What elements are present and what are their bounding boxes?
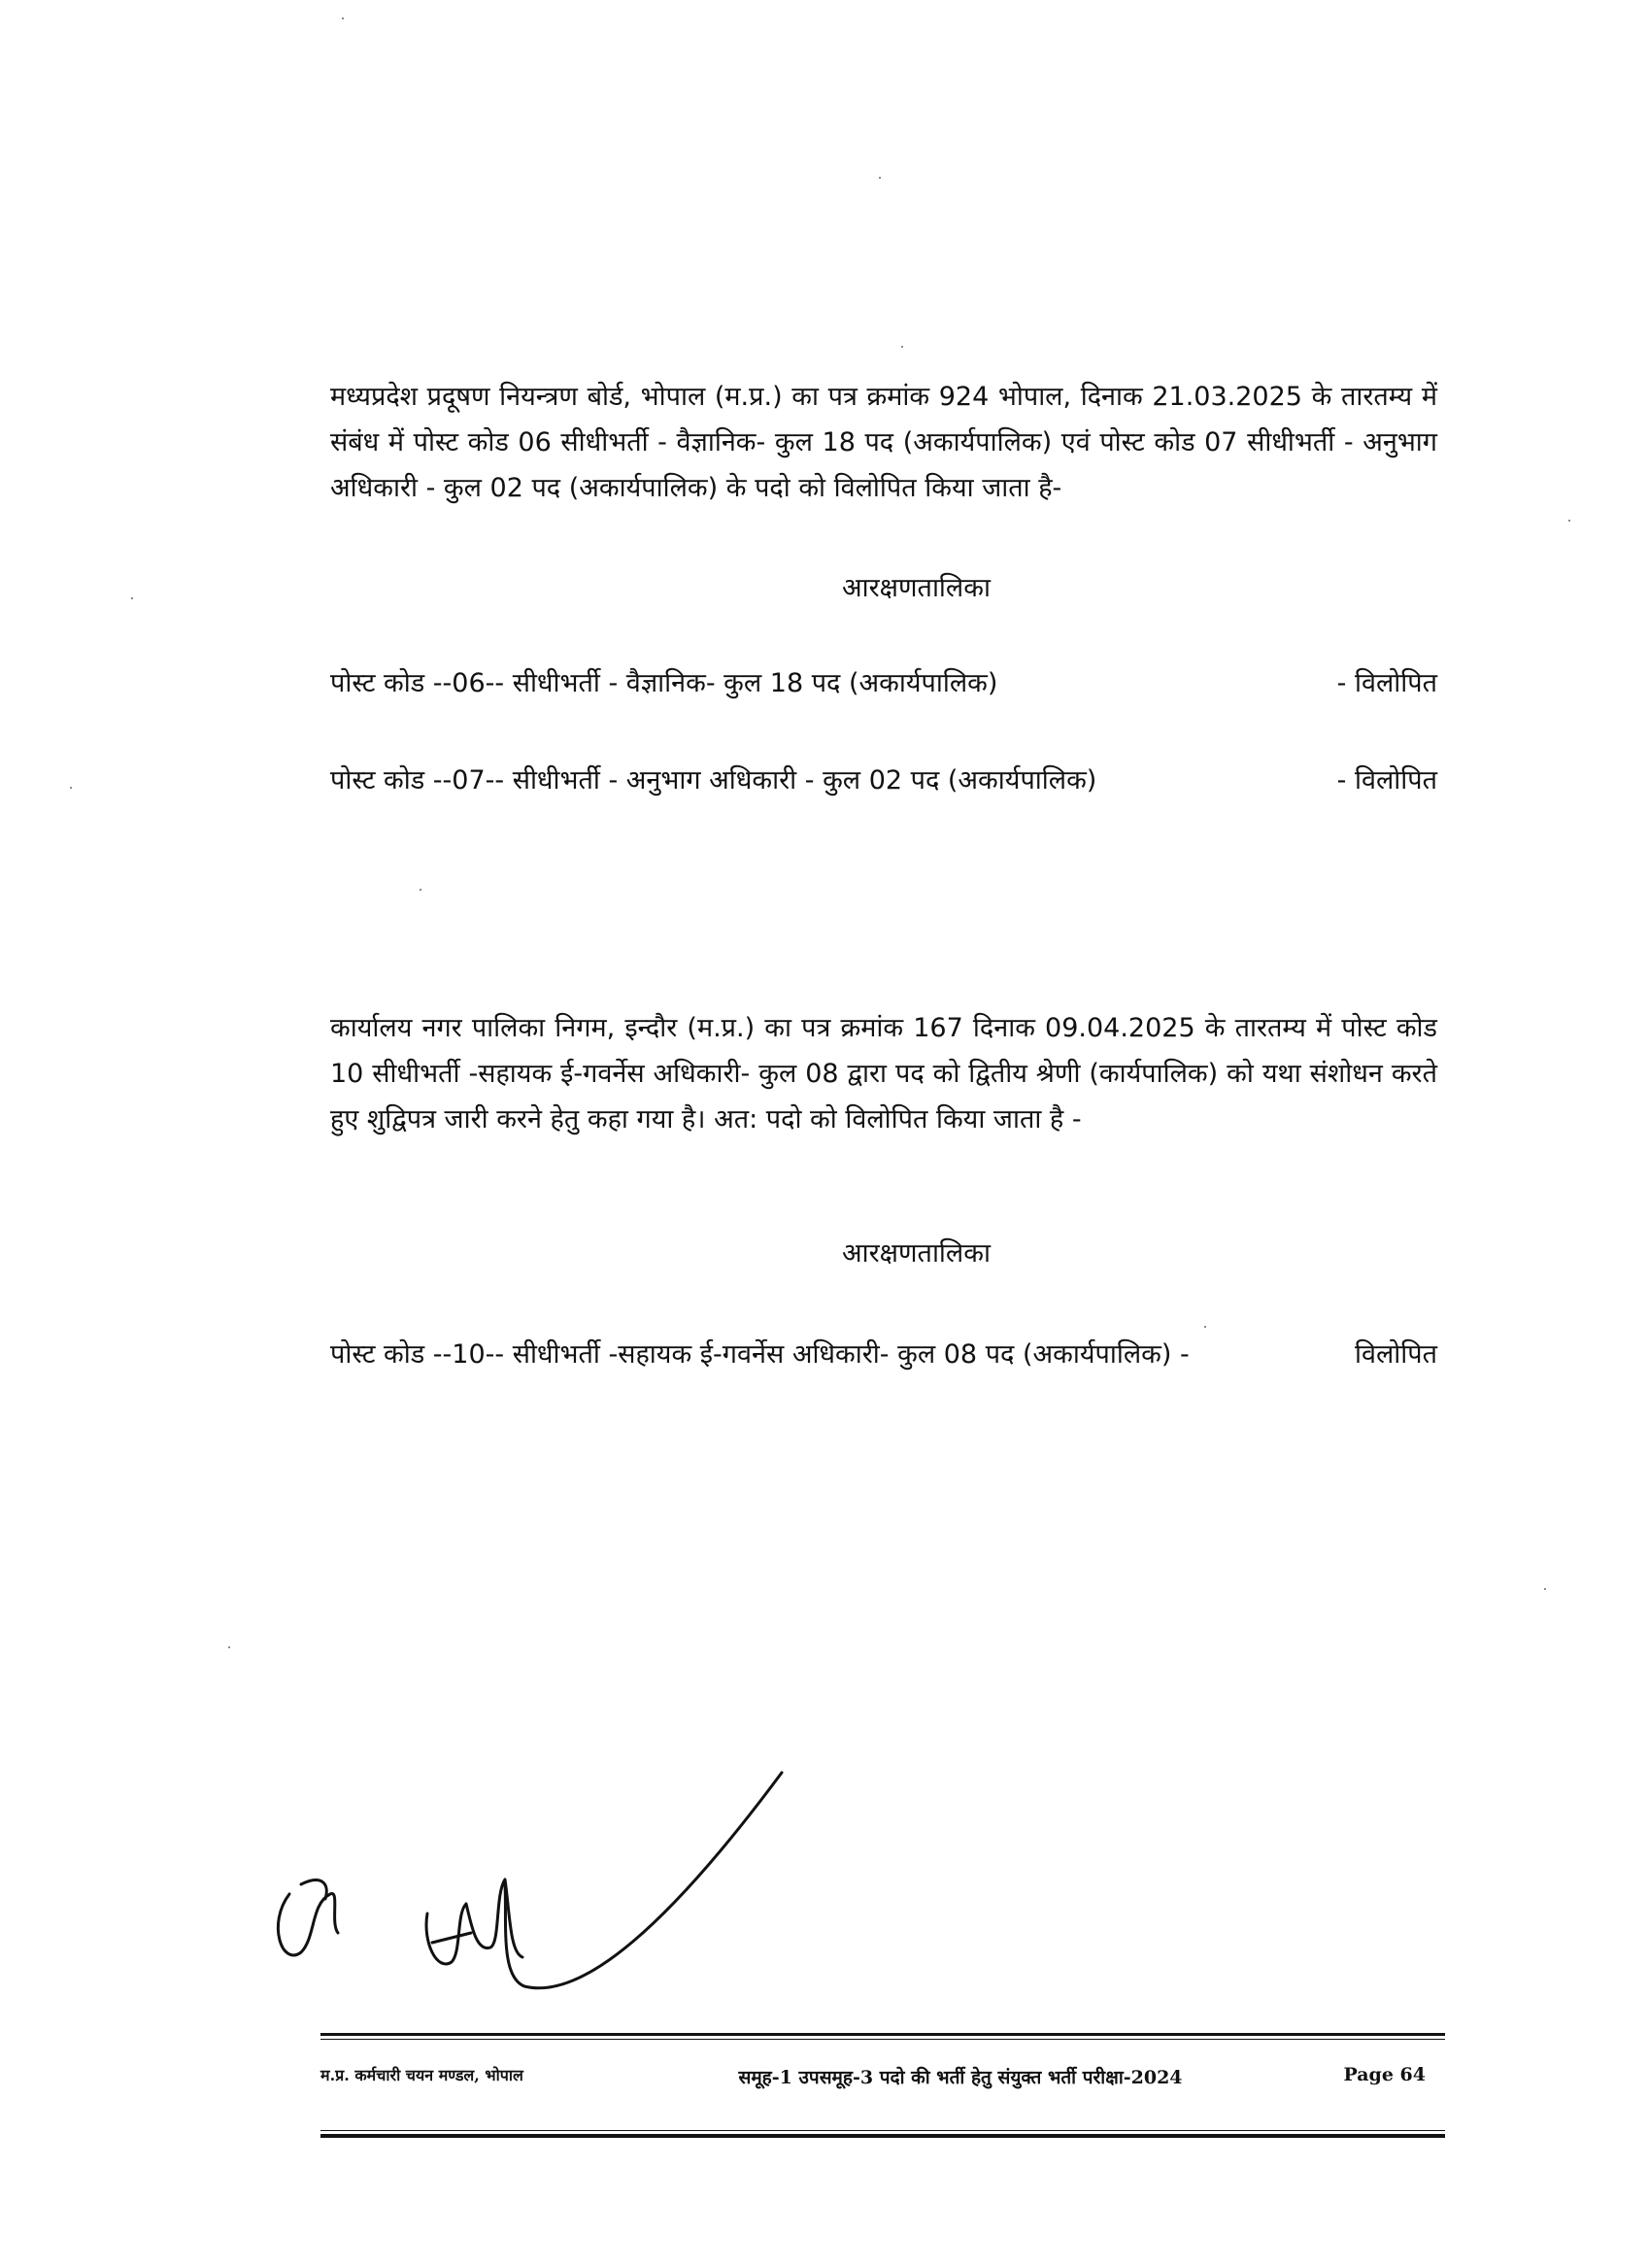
footer-bottom-rule-thick: [320, 2134, 1445, 2138]
section1-row-post-07: [330, 761, 1437, 796]
handwritten-signature: [262, 1768, 806, 2011]
scan-speck: [1568, 520, 1570, 522]
row-status: - विलोपित: [1336, 765, 1437, 795]
page-footer: [320, 2064, 1445, 2089]
section2-paragraph: कार्यालय नगर पालिका निगम, इन्दौर (म.प्र.) का पत्र क्रमांक 167 दिनाक 09.04.2025 के तारतम्य में पोस्ट कोड 10 सीधीभर्ती -सहायक ई-गवर्नेस अधिकारी- कुल 08 द्वारा पद को द्वितीय श्रेणी (कार्यपालिक) को यथा संशोधन करते हुए शुद्विपत्र जारी करने हेतु कहा गया है। अत: पदो को विलोपित किया जाता है -: [330, 1013, 1437, 1134]
row-status: - विलोपित: [1336, 668, 1437, 698]
footer-organization: म.प्र. कर्मचारी चयन मण्डल, भोपाल: [320, 2066, 523, 2084]
section1-row-post-06: [330, 663, 1437, 699]
scan-speck: [70, 787, 72, 789]
scan-speck: [879, 177, 881, 179]
row-status: विलोपित: [1354, 1339, 1437, 1370]
scan-speck: [420, 889, 421, 891]
scan-speck: [901, 346, 903, 348]
footer-exam-title: समूह-1 उपसमूह-3 पदो की भर्ती हेतु संयुक्त भर्ती परीक्षा-2024: [738, 2067, 1183, 2088]
section2-row-post-10: [330, 1335, 1437, 1371]
footer-top-rule-thick: [320, 2033, 1445, 2036]
footer-page-number: Page 64: [1343, 2064, 1426, 2085]
footer-bottom-rule-thin: [320, 2130, 1445, 2131]
scan-speck: [342, 17, 344, 19]
row-text: पोस्ट कोड --10-- सीधीभर्ती -सहायक ई-गवर्नेस अधिकारी- कुल 08 पद (अकार्यपालिक) -: [330, 1339, 1190, 1370]
section1-heading: आरक्षणतालिका: [842, 573, 991, 603]
scan-speck: [228, 1646, 230, 1648]
section2-heading: आरक्षणतालिका: [842, 1238, 991, 1269]
footer-top-rule-thin: [320, 2039, 1445, 2040]
row-text: पोस्ट कोड --06-- सीधीभर्ती - वैज्ञानिक- कुल 18 पद (अकार्यपालिक): [330, 668, 998, 698]
section1-paragraph: मध्यप्रदेश प्रदूषण नियन्त्रण बोर्ड, भोपाल (म.प्र.) का पत्र क्रमांक 924 भोपाल, दिनाक 21.03.2025 के तारतम्य में संबंध में पोस्ट कोड 06 सीधीभर्ती - वैज्ञानिक- कुल 18 पद (अकार्यपालिक) एवं पोस्ट कोड 07 सीधीभर्ती - अनुभाग अधिकारी - कुल 02 पद (अकार्यपालिक) के पदो को विलोपित किया जाता है-: [330, 382, 1437, 503]
scan-speck: [1204, 1326, 1206, 1328]
row-text: पोस्ट कोड --07-- सीधीभर्ती - अनुभाग अधिकारी - कुल 02 पद (अकार्यपालिक): [330, 765, 1097, 795]
scan-speck: [1544, 1588, 1546, 1590]
